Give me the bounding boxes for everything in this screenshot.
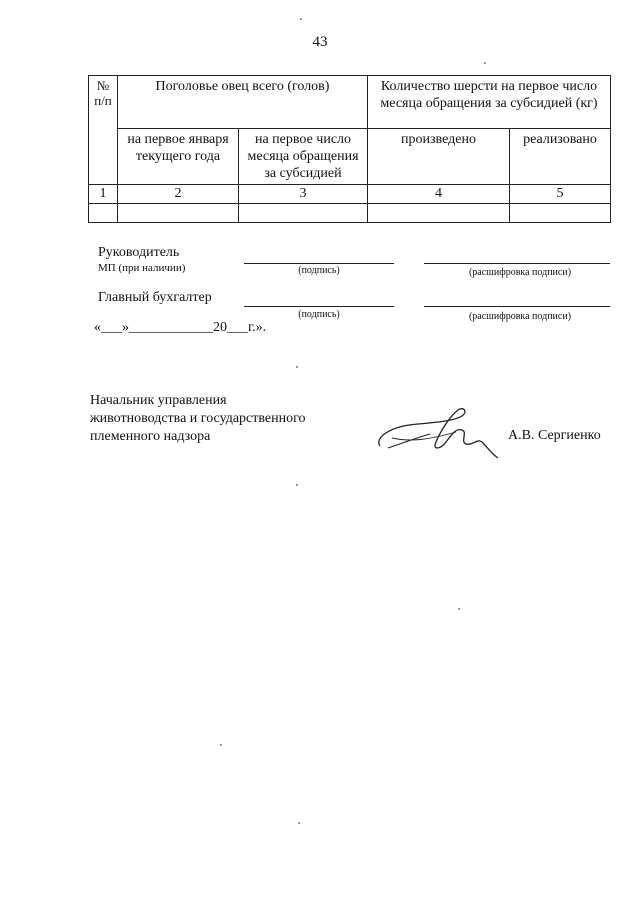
head-signature-caption: (подпись) bbox=[298, 265, 340, 276]
chief-title bbox=[90, 392, 305, 446]
page-number: 43 bbox=[312, 34, 328, 50]
col-number-2: 2 bbox=[118, 185, 239, 204]
scan-speck bbox=[298, 822, 300, 824]
scan-speck bbox=[220, 744, 222, 746]
col-number-3: 3 bbox=[239, 185, 368, 204]
scan-speck bbox=[296, 484, 298, 486]
col-number-5: 5 bbox=[510, 185, 611, 204]
accountant-label: Главный бухгалтер bbox=[98, 290, 212, 305]
table-numbering-row bbox=[89, 185, 611, 204]
livestock-wool-table bbox=[88, 75, 611, 223]
sub-header-produced: произведено bbox=[368, 129, 510, 185]
accountant-decoding-caption: (расшифровка подписи) bbox=[468, 311, 572, 322]
table-subheader-row bbox=[89, 129, 611, 185]
empty-cell bbox=[118, 204, 239, 223]
chief-title-line: племенного надзора bbox=[90, 429, 211, 444]
head-label: Руководитель bbox=[98, 245, 180, 260]
empty-cell bbox=[89, 204, 118, 223]
head-decoding-caption: (расшифровка подписи) bbox=[468, 267, 572, 278]
col-number-4: 4 bbox=[368, 185, 510, 204]
chief-title-line: Начальник управления bbox=[90, 393, 227, 408]
sub-header-jan1: на первое января текущего года bbox=[118, 129, 239, 185]
accountant-decoding-line bbox=[424, 306, 610, 307]
scan-speck bbox=[484, 62, 486, 64]
scan-speck bbox=[296, 366, 298, 368]
head-signature-line bbox=[244, 263, 394, 264]
date-line: «___»____________20___г.». bbox=[94, 320, 267, 335]
col-num-header: № п/п bbox=[89, 76, 118, 185]
head-decoding-line bbox=[424, 263, 610, 264]
scan-speck bbox=[300, 18, 302, 20]
table-empty-row bbox=[89, 204, 611, 223]
table-header-row bbox=[89, 76, 611, 129]
handwritten-signature bbox=[370, 398, 510, 468]
chief-name: А.В. Сергиенко bbox=[508, 428, 601, 443]
stamp-label: МП (при наличии) bbox=[98, 262, 186, 274]
accountant-signature-caption: (подпись) bbox=[298, 309, 340, 320]
sub-header-first-day: на первое число месяца обращения за субсидией bbox=[239, 129, 368, 185]
col-number-1: 1 bbox=[89, 185, 118, 204]
sub-header-sold: реализовано bbox=[510, 129, 611, 185]
col-wool-header: Количество шерсти на первое число месяца обращения за субсидией (кг) bbox=[368, 76, 611, 129]
scan-speck bbox=[458, 608, 460, 610]
empty-cell bbox=[510, 204, 611, 223]
empty-cell bbox=[239, 204, 368, 223]
chief-title-line: животноводства и государственного bbox=[90, 411, 306, 426]
empty-cell bbox=[368, 204, 510, 223]
accountant-signature-line bbox=[244, 306, 394, 307]
col-livestock-header: Поголовье овец всего (голов) bbox=[118, 76, 368, 129]
